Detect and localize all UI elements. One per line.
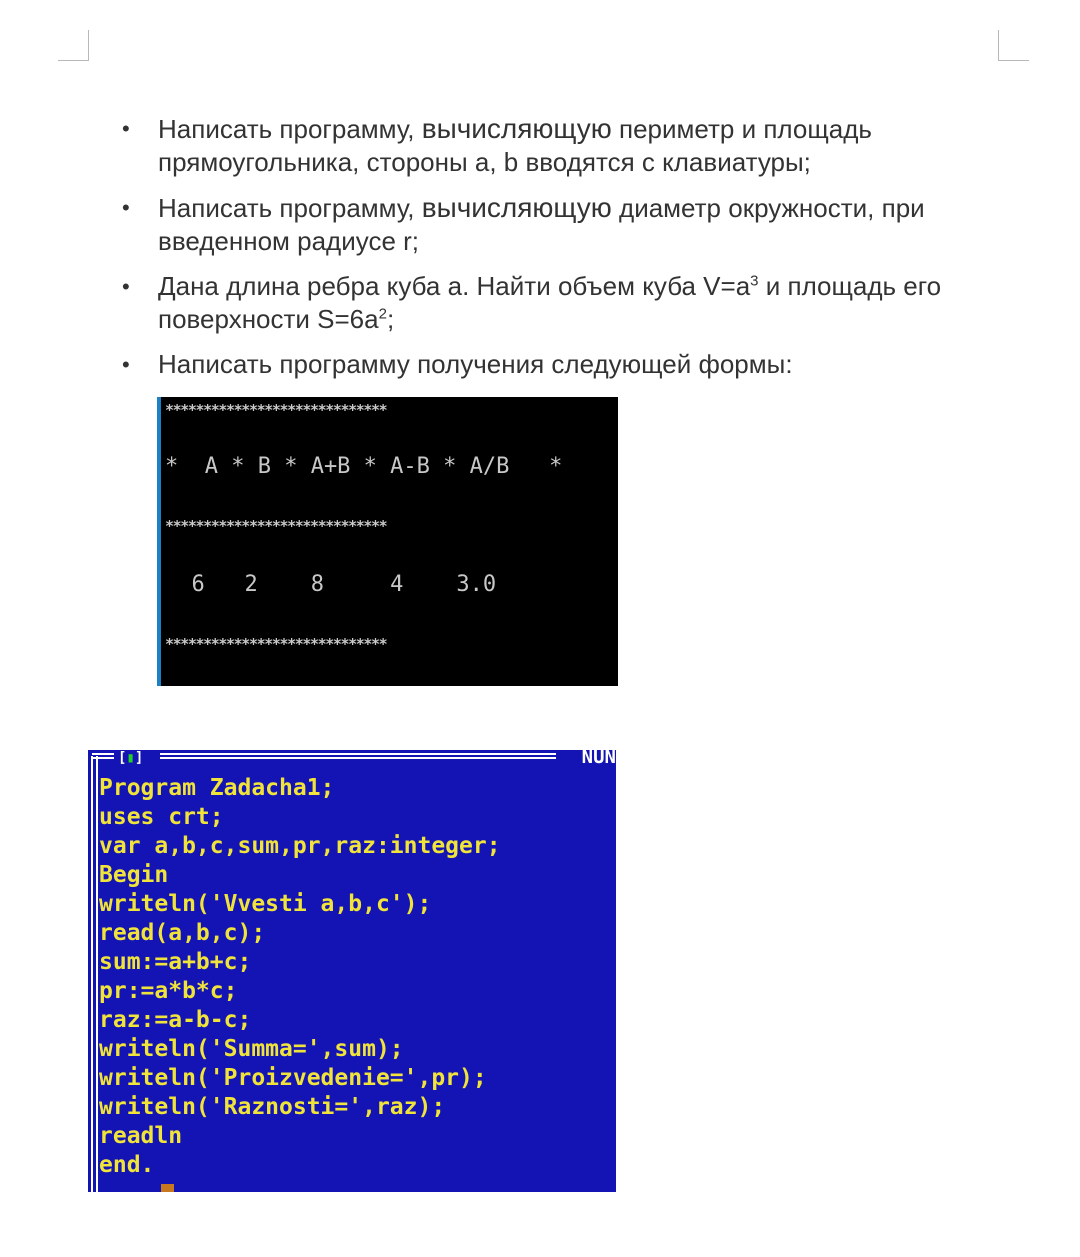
- code-line: writeln('Vvesti a,b,c');: [99, 891, 432, 917]
- bullet-icon: •: [122, 352, 130, 377]
- code-line: var a,b,c,sum,pr,raz:integer;: [99, 833, 501, 859]
- bullet-icon: •: [122, 116, 130, 141]
- bullet-icon: •: [122, 274, 130, 299]
- task-item-4: • Написать программу получения следующей формы:: [122, 349, 793, 379]
- editor-window-border: [91, 756, 98, 1192]
- code-line: end.: [99, 1152, 155, 1178]
- task-item-2: • Написать программу, вычисляющую диаметр окружности, при введенном радиусе r;: [122, 192, 925, 256]
- page-corner-mark-top-left: [58, 30, 89, 61]
- editor-window-title: NUN: [581, 750, 616, 768]
- console-values-line: 6 2 8 4 3.0: [165, 572, 497, 597]
- console-output-screenshot: [157, 397, 618, 686]
- code-line: Program Zadacha1;: [99, 775, 335, 801]
- task-item-1: • Написать программу, вычисляющую периметр и площадь прямоугольника, стороны a, b вводятся с клавиатуры;: [122, 113, 872, 177]
- code-line: writeln('Summa=',sum);: [99, 1036, 404, 1062]
- task-item-3: • Дана длина ребра куба a. Найти объем куба $V=a^3$ и площадь его поверхности $S=6a^2$;: [122, 271, 942, 334]
- console-stars-line: *****************************: [165, 635, 387, 653]
- console-stars-line: *****************************: [165, 401, 387, 419]
- code-line: writeln('Proizvedenie=',pr);: [99, 1065, 487, 1091]
- code-line: writeln('Raznosti=',raz);: [99, 1094, 446, 1120]
- code-line: readln: [99, 1123, 183, 1149]
- page-corner-mark-top-right: [998, 30, 1029, 61]
- window-close-button: [▮]: [118, 750, 144, 766]
- pascal-editor-screenshot: [88, 750, 616, 1192]
- code-line: raz:=a-b-c;: [99, 1007, 252, 1033]
- console-header-line: * A * B * A+B * A-B * A/B *: [165, 454, 563, 479]
- task-list: [0, 112, 1080, 393]
- editor-window-frame: [92, 750, 616, 760]
- pascal-code: [99, 774, 501, 1180]
- code-line: Begin: [99, 862, 169, 888]
- text-cursor: [161, 1184, 174, 1192]
- console-stars-line: *****************************: [165, 517, 387, 535]
- bullet-icon: •: [122, 195, 130, 220]
- code-line: sum:=a+b+c;: [99, 949, 252, 975]
- code-line: uses crt;: [99, 804, 224, 830]
- code-line: read(a,b,c);: [99, 920, 266, 946]
- code-line: pr:=a*b*c;: [99, 978, 238, 1004]
